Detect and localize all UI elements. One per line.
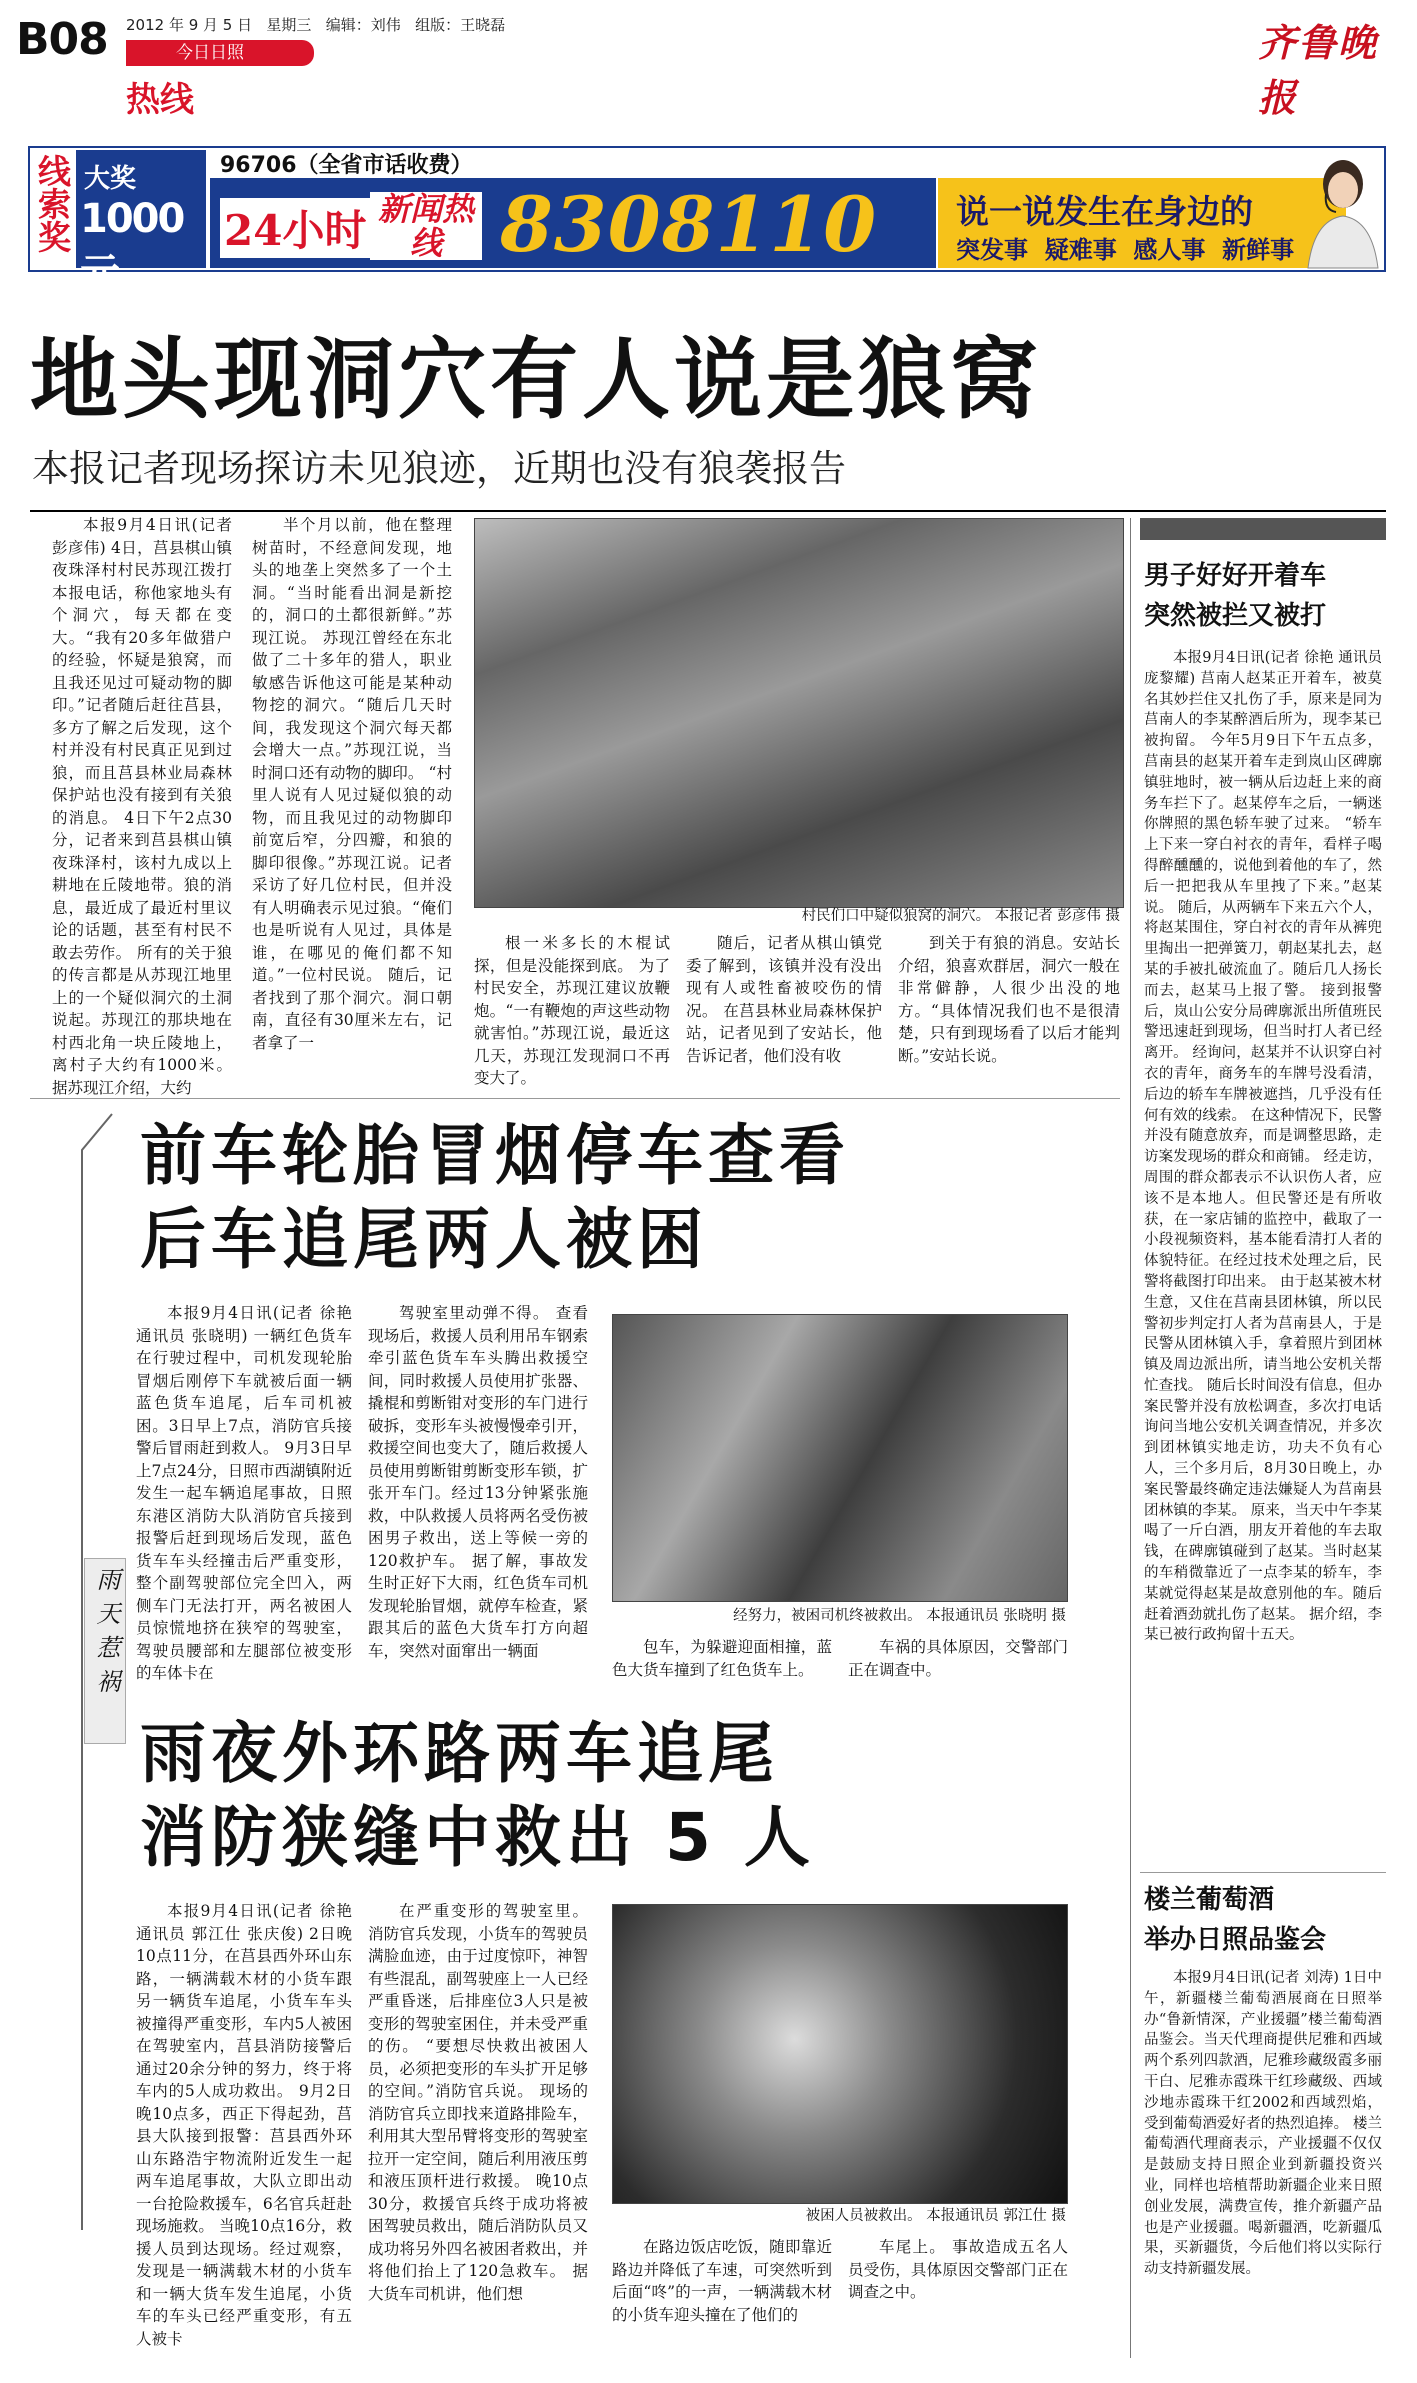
story2-column-2: 驾驶室里动弹不得。 查看现场后，救援人员利用吊车钢索牵引蓝色货车车头腾出救援空间，同时救援人员使用扩张器、撬棍和剪断钳对变形的车门进行破拆，变形车头被慢慢牵引开，救援空间也变大了，随后救援人员使用剪断钳剪断变形车锁，扩张开车门。经过13分钟紧张施救，中队救援人员将两名受伤被困男子救出，送上等候一旁的120救护车。 据了解，事故发生时正好下大雨，红色货车司机发现轮胎冒烟，就停车检查，紧跟其后的蓝色大货车打方向超车，突然对面窜出一辆面 xyxy=(368,1304,588,1660)
date: 2012 年 9 月 5 日 xyxy=(126,16,253,34)
right-story2-headline-line1: 楼兰葡萄酒 xyxy=(1144,1885,1275,1915)
story1-headline: 地头现洞穴有人说是狼窝 xyxy=(30,328,1043,431)
story1-column-2: 半个月以前，他在整理树苗时，不经意间发现，地头的地垄上突然多了一个土洞。“当时能看出洞是新挖的，洞口的土都很新鲜。”苏现江说。 苏现江曾经在东北做了二十多年的猎人，职业敏感告诉他这可能是某种动物挖的洞穴。“随后几天时间，我发现这个洞穴每天都会增大一点。”苏现江说，当时洞口还有动物的脚印。 “村里人说有人见过疑似狼的动物，而且我见过的动物脚印前宽后窄，分四瓣，和狼的脚印很像。”苏现江说。记者采访了好几位村民，但并没有人明确表示见过狼。“俺们也是听说有人见过，具体是谁，在哪见的俺们都不知道。”一位村民说。 随后，记者找到了那个洞穴。洞口朝南，直径有30厘米左右，记者拿了一 xyxy=(252,516,452,1052)
story2-column-3: 包车，为躲避迎面相撞，蓝色大货车撞到了红色货车上。 xyxy=(612,1638,832,1679)
fire-rescue-photo xyxy=(612,1904,1068,2204)
phone-prefix-line: 96706（全省市话收费） xyxy=(220,153,473,178)
hotline-label: 新闻热线 xyxy=(370,192,482,260)
categories-text: 突发事 疑难事 感人事 新鲜事 xyxy=(956,236,1295,264)
story1-column-5: 到关于有狼的消息。安站长介绍，狼喜欢群居，洞穴一般在非常僻静，人很少出没的地方。“具体情况我们也不是很清楚，只有到现场看了以后才能判断。”安站长说。 xyxy=(898,934,1120,1065)
right-story2-headline xyxy=(1144,1880,1326,1960)
story2-divider xyxy=(30,1098,1120,1099)
wolf-den-photo-caption: 村民们口中疑似狼窝的洞穴。 本报记者 彭彦伟 摄 xyxy=(801,908,1120,924)
prize-box xyxy=(76,150,206,297)
banner-side-label xyxy=(30,148,74,270)
right-story1-headline-line1: 男子好好开着车 xyxy=(1144,561,1327,591)
issue-date xyxy=(126,14,505,35)
hotline-number: 8308110 xyxy=(500,180,878,269)
operator-avatar-icon xyxy=(1304,150,1382,268)
story3-headline-line2: 消防狭缝中救出 5 人 xyxy=(140,1799,815,1876)
story2-headline-line2: 后车追尾两人被困 xyxy=(140,1201,708,1278)
story2-headline-line1: 前车轮胎冒烟停车查看 xyxy=(140,1117,850,1194)
story1-column-3: 根一米多长的木棍试探，但是没能探到底。 为了村民安全，苏现江建议放鞭炮。“一有鞭炮的声这些动物就害怕。”苏现江说，最近这几天，苏现江发现洞口不再变大了。 xyxy=(474,934,670,1087)
truck-rescue-photo xyxy=(612,1314,1068,1602)
page-number: B08 xyxy=(16,14,108,65)
prize-label: 大奖 xyxy=(84,164,137,194)
story3-column-3: 在路边饭店吃饭，随即靠近路边并降低了车速，可突然听到后面“咚”的一声，一辆满载木材的小货车迎头撞在了他们的 xyxy=(612,2238,832,2324)
right-story1-body: 本报9月4日讯(记者 徐艳 通讯员 庞黎耀) 莒南人赵某正开着车，被莫名其妙拦住又扎伤了手，原来是同为莒南人的李某醉酒后所为，现李某已被拘留。 今年5月9日下午五点多，莒南县的赵某开着车走到岚山区碑廓镇驻地时，被一辆从后边赶上来的商务车拦下了。赵某停车之后，一辆迷你牌照的黑色轿车驶了过来。 “轿车上下来一穿白衬衣的青年，看样子喝得醉醺醺的，说他到着他的车了，然后一把把我从车里拽了下来。”赵某说。 随后，从两辆车下来五六个人，将赵某围住，穿白衬衣的青年从裤兜里掏出一把弹簧刀，朝赵某扎去，赵某的手被扎破流血了。随后几人扬长而去，赵某马上报了警。 接到报警后，岚山公安分局碑廓派出所值班民警迅速赶到现场，但当时打人者已经离开。 经询问，赵某并不认识穿白衬衣的青年，商务车的车牌号没看清，后边的轿车车牌被遮挡，几乎没有任何有效的线索。 在这种情况下，民警并没有随意放弃，而是调整思路，走访案发现场的群众和商铺。 经走访，周围的群众都表示不认识伤人者，应该不是本地人。但民警还是有所收获，在一家店铺的监控中，截取了一小段视频资料，基本能看清打人者的体貌特征。在经过技术处理之后，民警将截图打印出来。 由于赵某被木材生意，又住在莒南县团林镇，所以民警初步判定打人者为莒南县人，于是民警从团林镇入手，拿着照片到团林镇及周边派出所，请当地公安机关帮忙查找。 随后长时间没有信息，但办案民警并没有放松调查，多次打电话询问当地公安机关调查情况，并多次到团林镇实地走访，功夫不负有心人，三个多月后，8月30日晚上，办案民警最终确定违法嫌疑人为莒南县团林镇的李某。 原来，当天中午李某喝了一斤白酒，朋友开着他的车去取钱，在碑廓镇碰到了赵某。当时赵某的车稍微靠近了一点李某的轿车，李某就觉得赵某是故意别他的车。随后赶着酒劲就扎伤了赵某。 据介绍，李某已被行政拘留十五天。 xyxy=(1144,650,1382,1644)
rain-side-label xyxy=(84,1558,126,1744)
story3-column-2: 在严重变形的驾驶室里。 消防官兵发现，小货车的驾驶员满脸血迹，由于过度惊吓，神智有些混乱，副驾驶座上一人已经严重昏迷，后排座位3人只是被变形的驾驶室困住，并未受严重的伤。 “要想尽快救出被困人员，必须把变形的车头扩开足够的空间。”消防官兵说。 现场的消防官兵立即找来道路排险车，利用其大型吊臂将变形的驾驶室拉开一定空间，随后利用液压剪和液压顶杆进行救援。 晚10点30分，救援官兵终于成功将被困驾驶员救出，随后消防队员又成功将另外四名被困者救出，并将他们抬上了120急救车。 据大货车司机讲，他们想 xyxy=(368,1902,588,2303)
story3-headline-line1: 雨夜外环路两车追尾 xyxy=(140,1715,779,1792)
right-column-divider xyxy=(1130,518,1131,2358)
story2-headline xyxy=(140,1114,850,1282)
right-story1-headline-line2: 突然被拦又被打 xyxy=(1144,601,1327,631)
section-title: 热线 xyxy=(126,80,194,120)
rain-side-label-text: 雨天惹祸 xyxy=(92,1567,120,1703)
slogan-box xyxy=(938,178,1346,268)
truck-rescue-photo-caption: 经努力，被困司机终被救出。 本报通讯员 张晓明 摄 xyxy=(733,1608,1066,1624)
right-story2-headline-line2: 举办日照品鉴会 xyxy=(1144,1925,1327,1955)
editor: 编辑：刘伟 xyxy=(325,16,401,34)
section-tag: 今日日照 xyxy=(126,40,314,66)
story1-column-4: 随后，记者从棋山镇党委了解到，该镇并没有没出现有人或牲畜被咬伤的情况。 在莒县林业局森林保护站，记者见到了安站长，他告诉记者，他们没有收 xyxy=(686,934,882,1065)
fire-rescue-photo-caption: 被困人员被救出。 本报通讯员 郭江仕 摄 xyxy=(805,2208,1066,2224)
right-column-bar xyxy=(1140,518,1386,540)
weekday: 星期三 xyxy=(266,16,312,34)
banner-side-text: 线索奖 xyxy=(33,154,72,253)
story2-column-1: 本报9月4日讯(记者 徐艳 通讯员 张晓明) 一辆红色货车在行驶过程中，司机发现轮胎冒烟后刚停下车就被后面一辆蓝色货车追尾，后车司机被困。3日早上7点，消防官兵接警后冒雨赶到救人。 9月3日早上7点24分，日照市西湖镇附近发生一起车辆追尾事故，日照东港区消防大队消防官兵接到报警后赶到现场后发现，蓝色货车车头经撞击后严重变形，整个副驾驶部位完全凹入，两侧车门无法打开，两名被困人员惊慌地挤在狭窄的驾驶室，驾驶员腰部和左腿部位被变形的车体卡在 xyxy=(136,1304,352,1682)
story1-divider xyxy=(30,510,1386,512)
story3-column-4: 车尾上。 事故造成五名人员受伤，具体原因交警部门正在调查之中。 xyxy=(848,2238,1068,2301)
story1-subhead: 本报记者现场探访未见狼迹，近期也没有狼袭报告 xyxy=(32,447,846,490)
story3-headline xyxy=(140,1712,815,1880)
right-story-separator xyxy=(1140,1872,1386,1873)
story3-column-1: 本报9月4日讯(记者 徐艳 通讯员 郭江仕 张庆俊) 2日晚10点11分，在莒县西外环山东路，一辆满载木材的小货车跟另一辆货车追尾，小货车车头被撞得严重变形，车内5人被困在驾驶室内，莒县消防接警后通过20余分钟的努力，终于将车内的5人成功救出。 9月2日晚10点多，西正下得起劲，莒县大队接到报警：莒县西外环山东路浩宇物流附近发生一起两车追尾事故，大队立即出动一台抢险救援车，6名官兵赶赴现场施救。 当晚10点16分，救援人员到达现场。经过观察，发现是一辆满载木材的小货车和一辆大货车发生追尾，小货车的车头已经严重变形，有五人被卡 xyxy=(136,1902,352,2348)
prize-amount: 1000元 xyxy=(80,196,184,297)
hotline-banner xyxy=(28,146,1386,297)
right-story1-headline xyxy=(1144,556,1326,636)
hotline-hours: 24小时 xyxy=(220,198,370,258)
slogan-text: 说一说发生在身边的 xyxy=(956,192,1253,231)
newspaper-logo: 齐鲁晚报 xyxy=(1258,20,1379,120)
right-story2-body: 本报9月4日讯(记者 刘涛) 1日中午，新疆楼兰葡萄酒展商在日照举办“鲁新情深，产业援疆”楼兰葡萄酒品鉴会。当天代理商提供尼雅和西域两个系列四款酒，尼雅珍藏级霞多丽干白、尼雅赤霞珠干红珍藏级、西域沙地赤霞珠干红2002和西域烈焰，受到葡萄酒爱好者的热烈追捧。 楼兰葡萄酒代理商表示，产业援疆不仅仅是鼓励支持日照企业到新疆投资兴业，同样也培植帮助新疆企业来日照创业发展，满费宣传，推介新疆产品也是产业援疆。喝新疆酒，吃新疆瓜果，买新疆货，今后他们将以实际行动支持新疆发展。 xyxy=(1144,1970,1382,2278)
hotline-strip xyxy=(210,178,936,268)
story1-column-1: 本报9月4日讯(记者 彭彦伟) 4日，莒县棋山镇夜珠泽村村民苏现江拨打本报电话，称他家地头有个洞穴，每天都在变大。“我有20多年做猎户的经验，怀疑是狼窝，而且我还见过可疑动物的脚印。”记者随后赶往莒县，多方了解之后发现，这个村并没有村民真正见到过狼，而且莒县林业局森林保护站也没有接到有关狼的消息。 4日下午2点30分，记者来到莒县棋山镇夜珠泽村，该村九成以上耕地在丘陵地带。狼的消息，最近成了最近村里议论的话题，甚至有村民不敢去劳作。 所有的关于狼的传言都是从苏现江地里上的一个疑似洞穴的土洞说起。苏现江的那块地在村西北角一块丘陵地上，离村子大约有1000米。 据苏现江介绍，大约 xyxy=(52,516,232,1097)
wolf-den-photo xyxy=(474,518,1124,908)
layout-editor: 组版：王晓磊 xyxy=(415,16,506,34)
story2-column-4: 车祸的具体原因，交警部门正在调查中。 xyxy=(848,1638,1068,1679)
